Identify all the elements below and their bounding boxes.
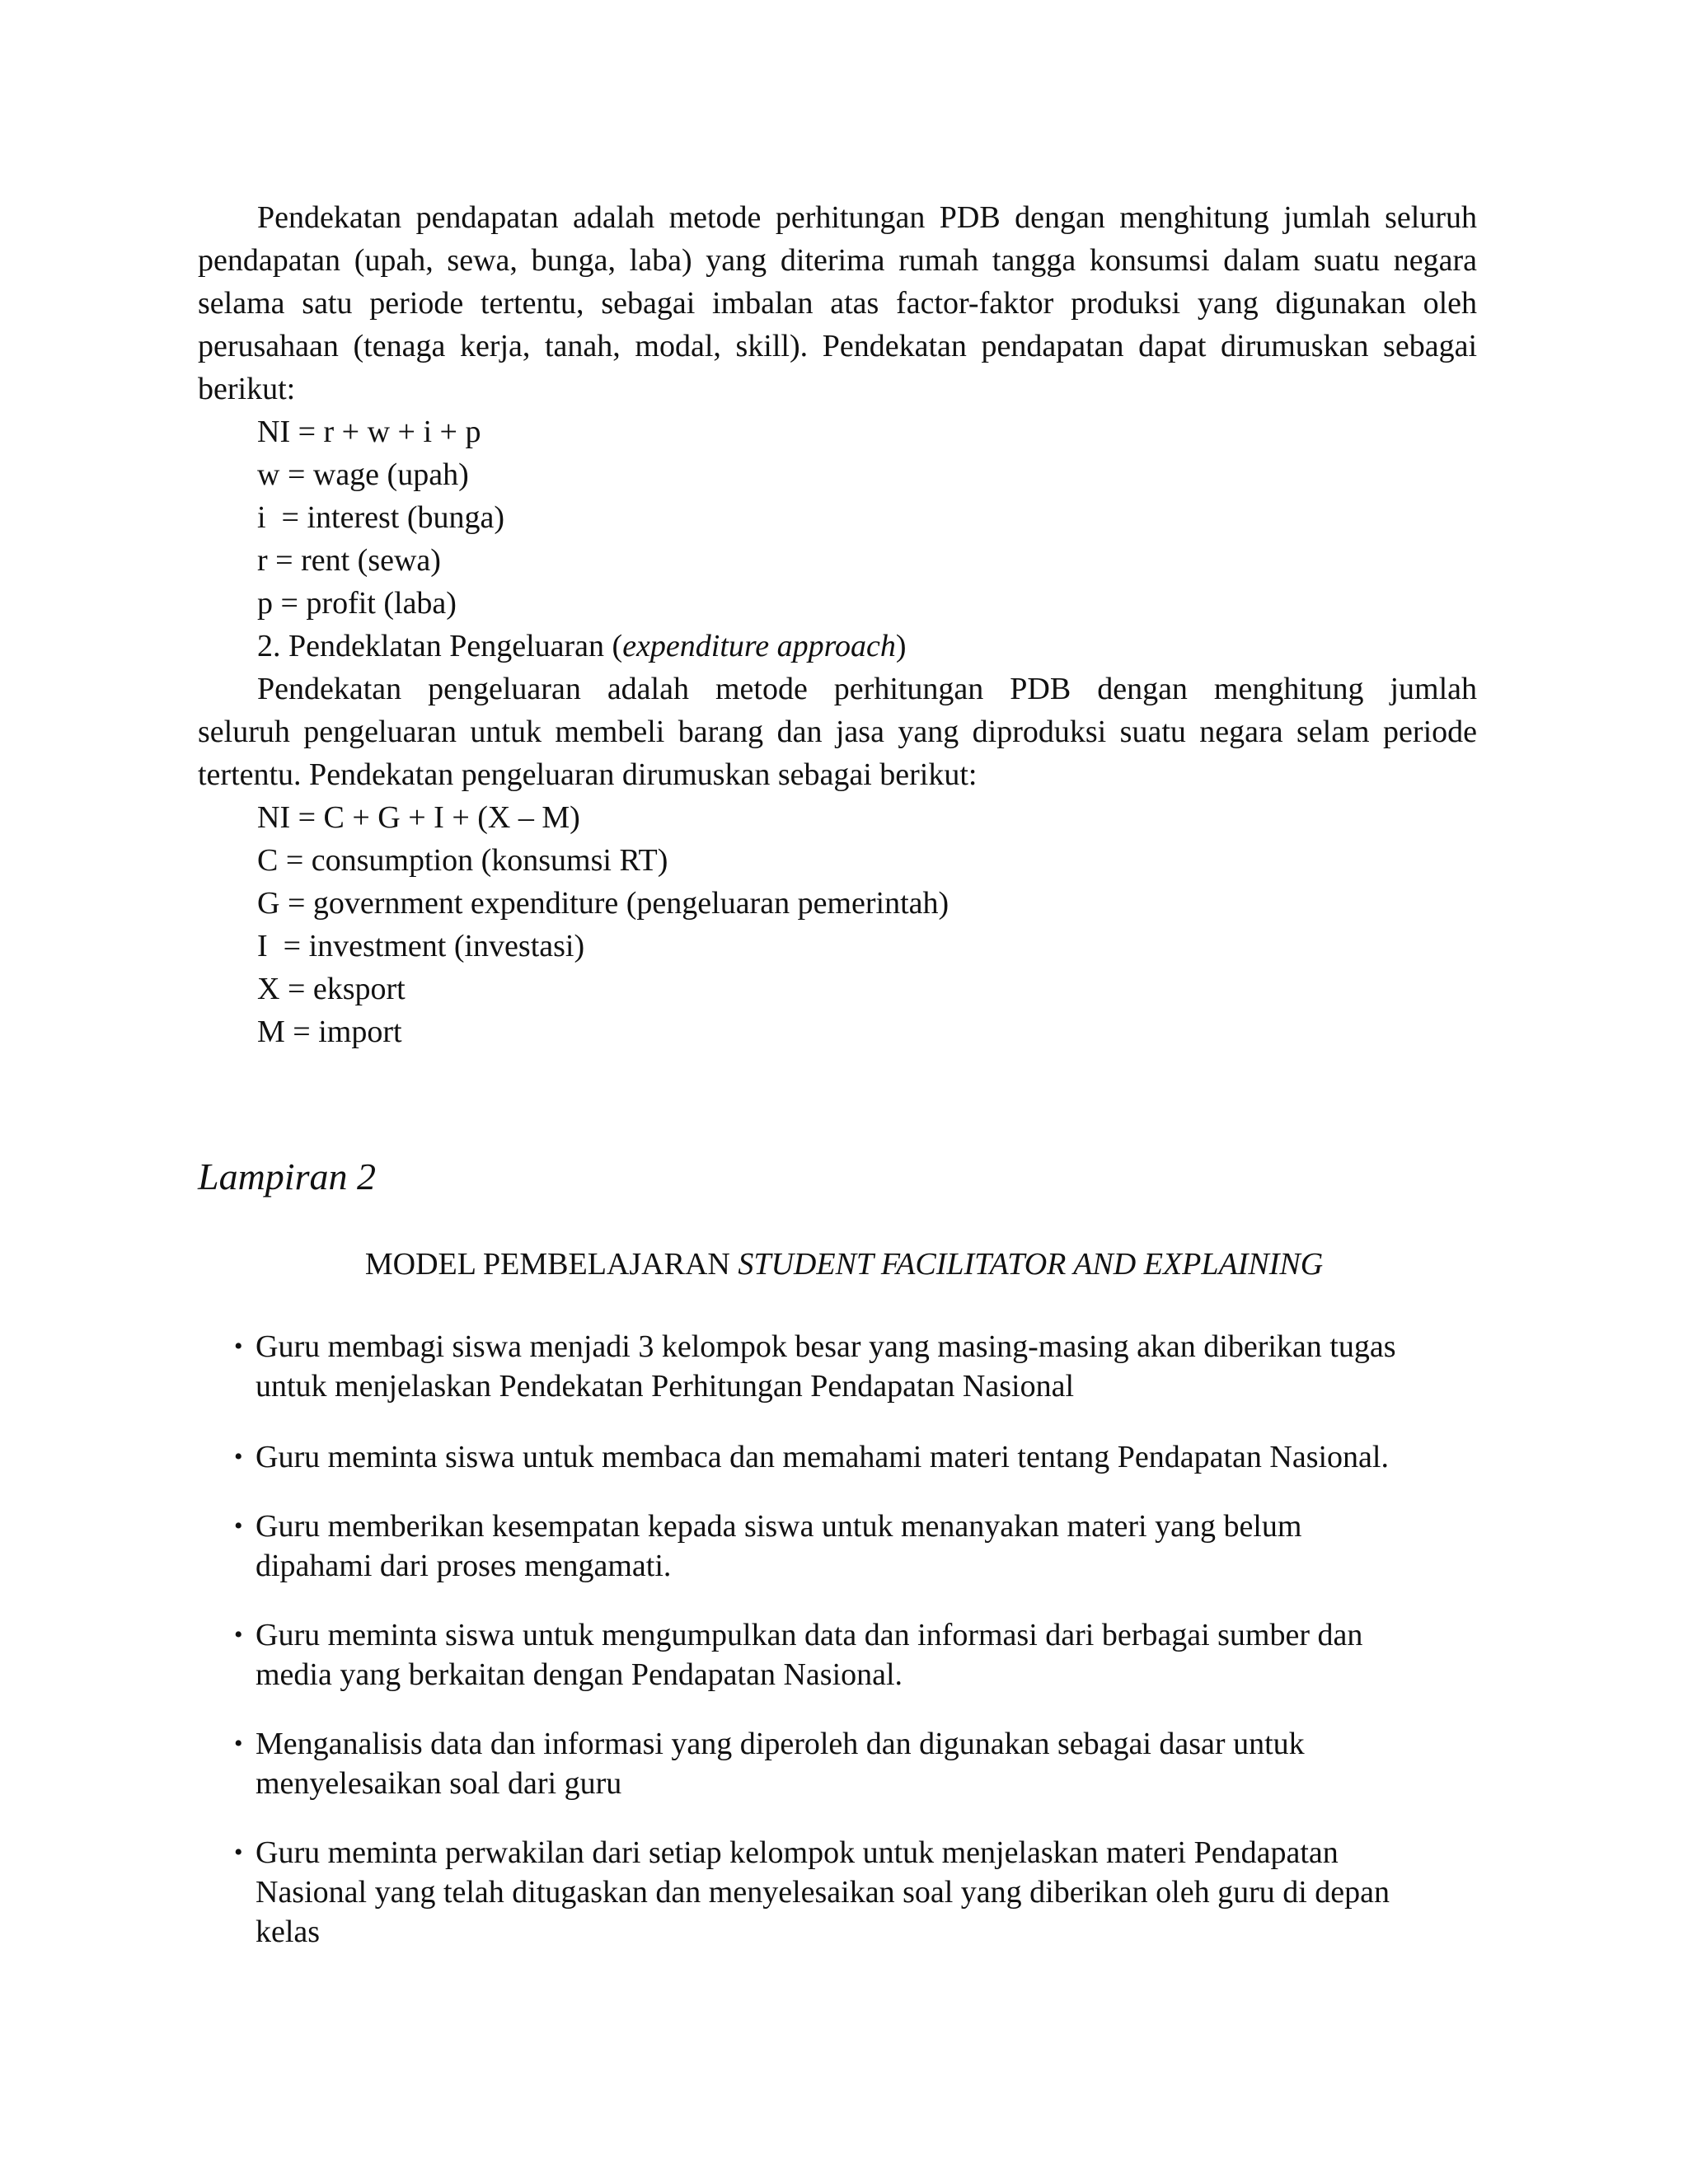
expenditure-paragraph-line: Pendekatan pengeluaran adalah metode perhitungan PDB dengan menghitung jumlah — [257, 672, 1477, 706]
income-approach-paragraph-line: berikut: — [198, 372, 296, 406]
bullet-icon: • — [234, 1443, 243, 1470]
bullet-icon: • — [234, 1512, 243, 1540]
bullet-text-line: Guru membagi siswa menjadi 3 kelompok besar yang masing-masing akan diberikan tugas — [256, 1329, 1396, 1364]
formula-definition: i = interest (bunga) — [257, 500, 505, 535]
expenditure-formula: NI = C + G + I + (X – M) — [257, 800, 580, 835]
appendix-heading — [0, 1243, 1688, 1286]
expenditure-section-title — [257, 625, 907, 668]
bullet-text-line: untuk menjelaskan Pendekatan Perhitungan Pendapatan Nasional — [256, 1369, 1075, 1404]
bullet-text-line: dipahami dari proses mengamati. — [256, 1549, 672, 1583]
appendix-title: Lampiran 2 — [198, 1155, 376, 1197]
formula-definition: p = profit (laba) — [257, 586, 457, 621]
bullet-icon: • — [234, 1621, 243, 1648]
bullet-text-line: Nasional yang telah ditugaskan dan menyelesaikan soal yang diberikan oleh guru di depan — [256, 1875, 1390, 1910]
expenditure-paragraph-line: seluruh pengeluaran untuk membeli barang dan jasa yang diproduksi suatu negara selam periode — [198, 715, 1477, 749]
bullet-text-line: Guru memberikan kesempatan kepada siswa untuk menanyakan materi yang belum — [256, 1509, 1302, 1544]
heading-italic: STUDENT FACILITATOR AND EXPLAINING — [738, 1247, 1324, 1282]
income-approach-paragraph-line: selama satu periode tertentu, sebagai imbalan atas factor-faktor produksi yang digunakan oleh — [198, 286, 1477, 321]
income-approach-paragraph-line: perusahaan (tenaga kerja, tanah, modal, skill). Pendekatan pendapatan dapat dirumuskan sebagai — [198, 329, 1477, 363]
bullet-icon: • — [234, 1730, 243, 1757]
bullet-icon: • — [234, 1839, 243, 1866]
bullet-text-line: Guru meminta siswa untuk membaca dan memahami materi tentang Pendapatan Nasional. — [256, 1440, 1389, 1474]
bullet-text-line: menyelesaikan soal dari guru — [256, 1766, 622, 1801]
formula-definition: G = government expenditure (pengeluaran pemerintah) — [257, 886, 950, 921]
income-approach-paragraph-line: Pendekatan pendapatan adalah metode perhitungan PDB dengan menghitung jumlah seluruh — [257, 200, 1477, 235]
bullet-text-line: media yang berkaitan dengan Pendapatan Nasional. — [256, 1657, 903, 1692]
heading-plain: MODEL PEMBELAJARAN — [364, 1247, 738, 1282]
formula-definition: r = rent (sewa) — [257, 543, 441, 578]
formula-definition: C = consumption (konsumsi RT) — [257, 843, 668, 878]
section-title-close: ) — [895, 629, 907, 663]
formula-definition: w = wage (upah) — [257, 457, 469, 492]
section-title-text: Pendeklatan Pengeluaran ( — [288, 629, 623, 663]
formula-definition: I = investment (investasi) — [257, 929, 585, 963]
income-formula: NI = r + w + i + p — [257, 415, 481, 449]
expenditure-paragraph-line: tertentu. Pendekatan pengeluaran dirumuskan sebagai berikut: — [198, 757, 978, 792]
formula-definition: X = eksport — [257, 972, 406, 1006]
bullet-text-line: Guru meminta siswa untuk mengumpulkan data dan informasi dari berbagai sumber dan — [256, 1618, 1363, 1652]
income-approach-paragraph-line: pendapatan (upah, sewa, bunga, laba) yang diterima rumah tangga konsumsi dalam suatu negara — [198, 243, 1477, 278]
formula-definition: M = import — [257, 1015, 402, 1049]
bullet-text-line: kelas — [256, 1915, 321, 1949]
section-title-italic: expenditure approach — [622, 629, 896, 663]
bullet-icon: • — [234, 1333, 243, 1360]
bullet-text-line: Menganalisis data dan informasi yang diperoleh dan digunakan sebagai dasar untuk — [256, 1727, 1305, 1761]
bullet-text-line: Guru meminta perwakilan dari setiap kelompok untuk menjelaskan materi Pendapatan — [256, 1835, 1339, 1870]
section-number: 2. — [257, 629, 281, 663]
